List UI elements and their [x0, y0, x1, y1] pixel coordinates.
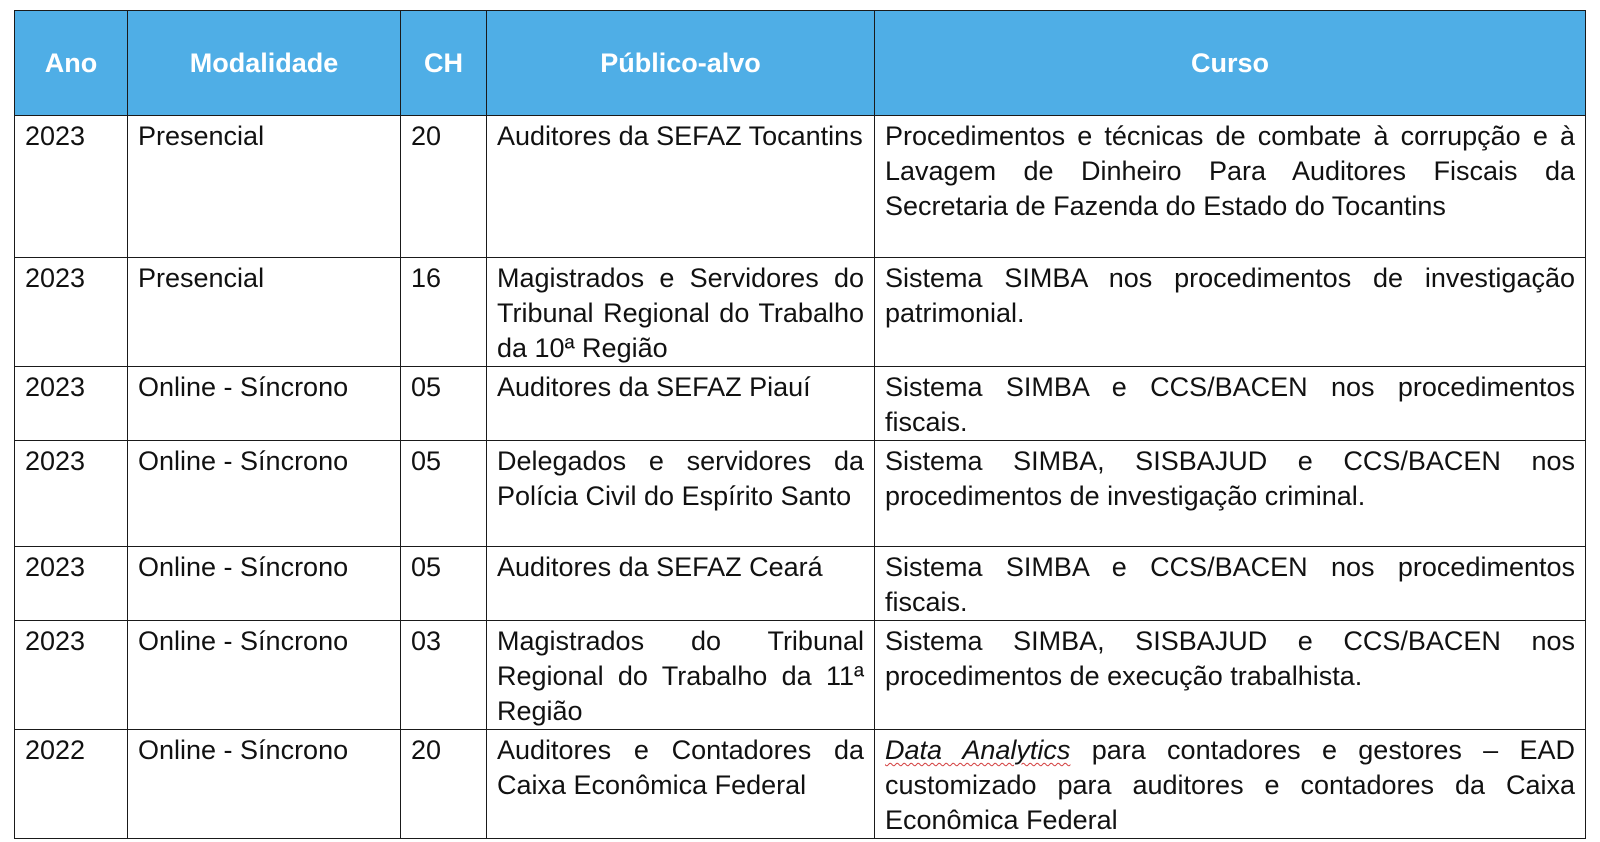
cell-ch: 16 [401, 258, 487, 367]
courses-table [14, 10, 1586, 839]
table-body [15, 116, 1586, 839]
cell-ano: 2023 [15, 258, 128, 367]
curso-italic-term: Data Analytics [885, 735, 1071, 765]
cell-publico-alvo: Magistrados e Servidores do Tribunal Regional do Trabalho da 10ª Região [487, 258, 875, 367]
table-row [15, 547, 1586, 621]
cell-curso: Procedimentos e técnicas de combate à corrupção e à Lavagem de Dinheiro Para Auditores Fiscais da Secretaria de Fazenda do Estado do Tocantins [875, 116, 1586, 258]
cell-ch: 05 [401, 367, 487, 441]
cell-publico-alvo: Magistrados do Tribunal Regional do Trabalho da 11ª Região [487, 621, 875, 730]
header-ano: Ano [15, 11, 128, 116]
table-header [15, 11, 1586, 116]
cell-modalidade: Online - Síncrono [128, 367, 401, 441]
header-curso: Curso [875, 11, 1586, 116]
cell-ch: 03 [401, 621, 487, 730]
header-publico-alvo: Público-alvo [487, 11, 875, 116]
cell-ano: 2023 [15, 367, 128, 441]
cell-publico-alvo: Auditores da SEFAZ Tocantins [487, 116, 875, 258]
cell-modalidade: Online - Síncrono [128, 547, 401, 621]
cell-modalidade: Online - Síncrono [128, 621, 401, 730]
cell-ch: 20 [401, 116, 487, 258]
cell-curso: Sistema SIMBA, SISBAJUD e CCS/BACEN nos procedimentos de investigação criminal. [875, 441, 1586, 547]
cell-curso: Sistema SIMBA e CCS/BACEN nos procedimentos fiscais. [875, 367, 1586, 441]
cell-ano: 2023 [15, 547, 128, 621]
cell-curso: Sistema SIMBA, SISBAJUD e CCS/BACEN nos procedimentos de execução trabalhista. [875, 621, 1586, 730]
cell-publico-alvo: Auditores da SEFAZ Ceará [487, 547, 875, 621]
cell-publico-alvo: Auditores da SEFAZ Piauí [487, 367, 875, 441]
curso-text: para contadores e gestores – EAD customizado para auditores e contadores da Caixa Econômica Federal [885, 735, 1575, 835]
header-row [15, 11, 1586, 116]
cell-curso: Sistema SIMBA nos procedimentos de investigação patrimonial. [875, 258, 1586, 367]
table-row [15, 258, 1586, 367]
table-row [15, 116, 1586, 258]
header-modalidade: Modalidade [128, 11, 401, 116]
cell-curso [875, 730, 1586, 839]
cell-ano: 2023 [15, 116, 128, 258]
table-row [15, 367, 1586, 441]
cell-modalidade: Presencial [128, 258, 401, 367]
cell-modalidade: Presencial [128, 116, 401, 258]
header-ch: CH [401, 11, 487, 116]
cell-ch: 20 [401, 730, 487, 839]
cell-publico-alvo: Delegados e servidores da Polícia Civil do Espírito Santo [487, 441, 875, 547]
cell-ch: 05 [401, 547, 487, 621]
cell-modalidade: Online - Síncrono [128, 730, 401, 839]
cell-curso: Sistema SIMBA e CCS/BACEN nos procedimentos fiscais. [875, 547, 1586, 621]
cell-publico-alvo: Auditores e Contadores da Caixa Econômica Federal [487, 730, 875, 839]
table-row [15, 621, 1586, 730]
table-row [15, 441, 1586, 547]
cell-ano: 2023 [15, 441, 128, 547]
cell-ano: 2023 [15, 621, 128, 730]
cell-ano: 2022 [15, 730, 128, 839]
cell-ch: 05 [401, 441, 487, 547]
table-row [15, 730, 1586, 839]
cell-modalidade: Online - Síncrono [128, 441, 401, 547]
